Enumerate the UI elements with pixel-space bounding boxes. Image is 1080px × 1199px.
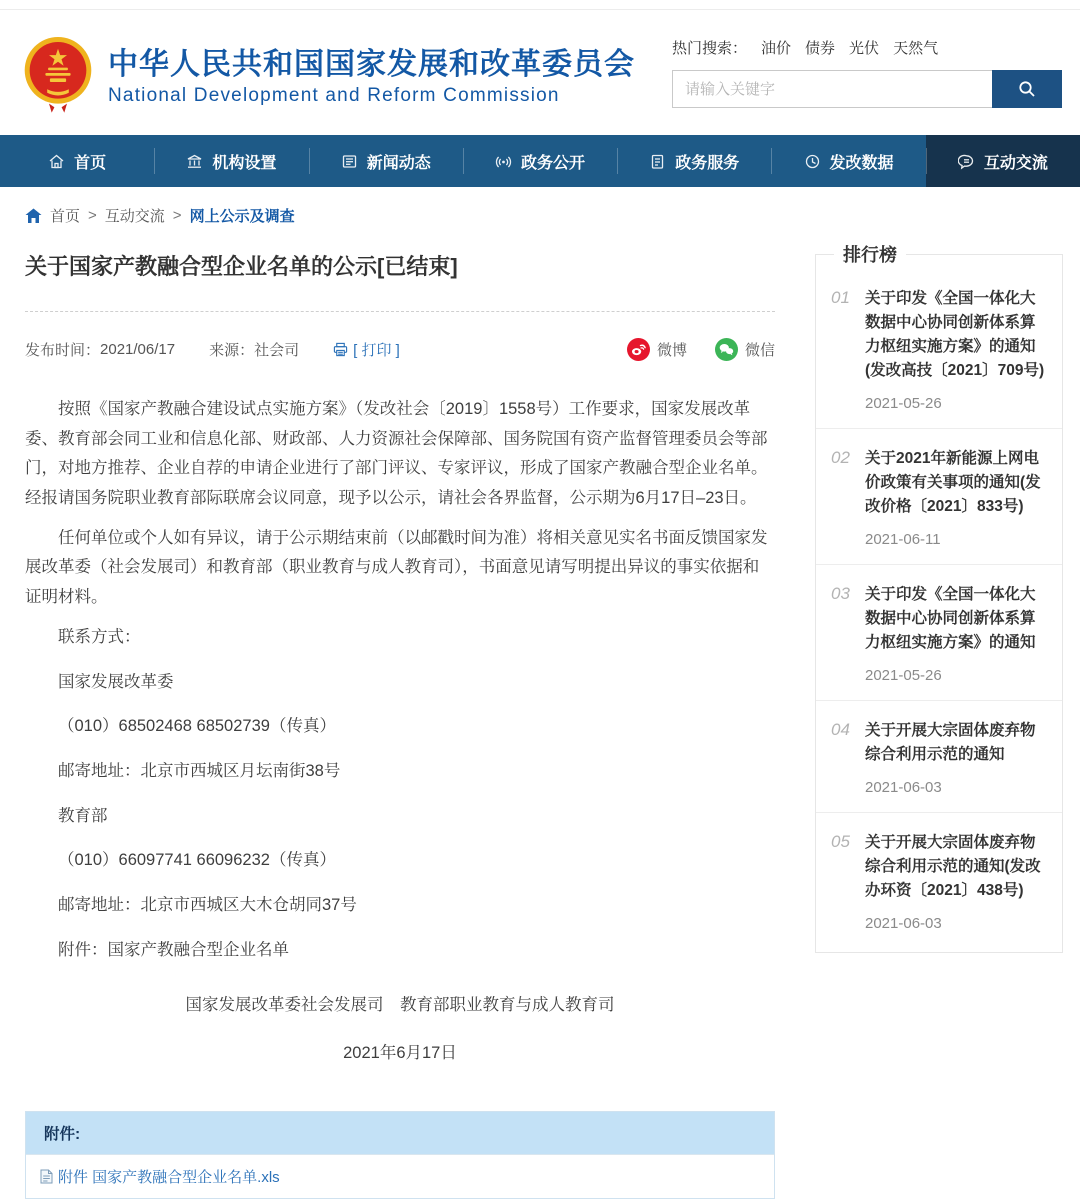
signature-line: 国家发展改革委社会发展司 教育部职业教育与成人教育司 [185, 996, 615, 1015]
contact-line: 教育部 [58, 806, 108, 825]
nav-item-news[interactable] [309, 135, 463, 187]
breadcrumb-separator: > [172, 207, 182, 224]
site-title-zh: 中华人民共和国国家发展和改革委员会 [108, 47, 635, 81]
hot-search-label: 热门搜索： [672, 40, 748, 57]
breadcrumb-separator: > [88, 207, 97, 224]
article-title: 关于国家产教融合型企业名单的公示[已结束] [25, 254, 458, 279]
contact-line: 邮寄地址：北京市西城区月坛南街38号 [58, 761, 341, 780]
ranking-list-item[interactable] [816, 701, 1062, 813]
article-body [25, 395, 775, 1069]
signature-date: 2021年6月17日 [343, 1044, 457, 1062]
ranking-item-title[interactable]: 关于开展大宗固体废弃物综合利用示范的通知(发改办环资〔2021〕438号) [865, 834, 1041, 900]
broadcast-icon [495, 153, 512, 170]
nav-label: 新闻动态 [366, 154, 431, 172]
home-icon [48, 153, 65, 170]
nav-item-gov-services[interactable] [617, 135, 771, 187]
wechat-icon [715, 338, 738, 361]
site-logo[interactable] [22, 33, 635, 113]
ranking-item-title[interactable]: 关于印发《全国一体化大数据中心协同创新体系算力枢纽实施方案》的通知(发改高技〔2021〕709号) [865, 290, 1045, 380]
publish-time: 发布时间： 2021/06/17 [25, 341, 176, 359]
breadcrumb [0, 187, 1080, 236]
attachment-box [25, 1111, 775, 1199]
rank-number: 04 [831, 720, 850, 740]
main-nav [0, 135, 1080, 187]
site-title-en: National Development and Reform Commission [108, 84, 560, 106]
search-input[interactable] [672, 70, 992, 108]
hot-search-term[interactable]: 债券 [805, 40, 836, 57]
ranking-title: 排行榜 [834, 241, 906, 267]
ranking-item-title[interactable]: 关于开展大宗固体废弃物综合利用示范的通知 [865, 722, 1036, 764]
article-paragraph: 任何单位或个人如有异议，请于公示期结束前（以邮戳时间为准）将相关意见实名书面反馈国家发展改革委（社会发展司）和教育部（职业教育与成人教育司），书面意见请写明提出异议的事实依据和证明材料。 [25, 528, 768, 607]
chat-icon [958, 153, 975, 170]
nav-label: 政务公开 [520, 154, 585, 172]
title-divider [25, 311, 775, 312]
institution-icon [186, 153, 203, 170]
home-icon[interactable] [25, 208, 42, 224]
breadcrumb-home[interactable]: 首页 [50, 208, 81, 225]
page-top-divider [0, 0, 1080, 10]
share-weibo-button[interactable] [627, 338, 687, 361]
ranking-list [816, 269, 1062, 948]
clock-icon [804, 153, 821, 170]
ranking-item-title[interactable]: 关于2021年新能源上网电价政策有关事项的通知(发改价格〔2021〕833号) [865, 450, 1041, 516]
hot-search-bar [672, 37, 1062, 58]
ranking-item-date: 2021-06-11 [865, 531, 941, 549]
ranking-item-title[interactable]: 关于印发《全国一体化大数据中心协同创新体系算力枢纽实施方案》的通知 [865, 586, 1036, 652]
contact-line: 联系方式： [58, 627, 141, 646]
ranking-list-item[interactable] [816, 429, 1062, 565]
article-main [25, 236, 775, 1199]
nav-label: 首页 [74, 154, 107, 172]
search-icon [1018, 80, 1036, 98]
contact-line: 国家发展改革委 [58, 672, 174, 691]
nav-label: 发改数据 [829, 154, 894, 172]
ranking-item-date: 2021-06-03 [865, 915, 942, 933]
ranking-list-item[interactable] [816, 813, 1062, 948]
ranking-list-item[interactable] [816, 565, 1062, 701]
document-icon [649, 153, 666, 170]
attachment-file-link[interactable]: 附件 国家产教融合型企业名单.xls [40, 1166, 280, 1187]
weibo-icon [627, 338, 650, 361]
nav-item-ndrc-data[interactable] [771, 135, 925, 187]
article-paragraph: 按照《国家产教融合建设试点实施方案》（发改社会〔2019〕1558号）工作要求，国家发展改革委、教育部会同工业和信息化部、财政部、人力资源社会保障部、国务院国有资产监督管理委员会等部门，对地方推荐、企业自荐的申请企业进行了部门评议、专家评议，形成了国家产教融合型企业名单。经报请国务院职业教育部际联席会议同意，现予以公示，请社会各界监督，公示期为6月17日–23日。 [25, 400, 768, 508]
news-icon [341, 153, 358, 170]
rank-number: 05 [831, 832, 850, 852]
contact-line: （010）66097741 66096232（传真） [58, 851, 336, 870]
article-source: 来源： 社会司 [209, 342, 300, 359]
hot-search-term[interactable]: 油价 [761, 40, 792, 57]
share-weibo-label: 微博 [656, 342, 687, 359]
site-header [0, 10, 1080, 135]
nav-item-gov-disclosure[interactable] [463, 135, 617, 187]
share-wechat-button[interactable] [715, 338, 775, 361]
attachment-row [26, 1154, 774, 1198]
nav-item-organization[interactable] [154, 135, 308, 187]
nav-label: 机构设置 [212, 154, 277, 172]
ranking-item-date: 2021-05-26 [865, 667, 942, 685]
contact-info [25, 623, 775, 966]
nav-label: 政务服务 [675, 154, 740, 172]
rank-number: 03 [831, 584, 850, 604]
breadcrumb-current: 网上公示及调查 [189, 208, 295, 225]
nav-item-interaction[interactable] [926, 135, 1080, 187]
printer-icon [333, 342, 348, 357]
nav-item-home[interactable] [0, 135, 154, 187]
search-button[interactable] [992, 70, 1062, 108]
rank-number: 01 [831, 288, 850, 307]
ranking-item-date: 2021-05-26 [865, 395, 942, 413]
breadcrumb-interaction[interactable]: 互动交流 [104, 208, 165, 225]
rank-number: 02 [831, 448, 850, 468]
ranking-item-date: 2021-06-03 [865, 779, 942, 797]
contact-line: （010）68502468 68502739（传真） [58, 717, 336, 736]
file-icon [40, 1169, 53, 1184]
contact-line: 附件：国家产教融合型企业名单 [58, 940, 289, 959]
article-meta [25, 338, 775, 361]
hot-search-term[interactable]: 光伏 [849, 40, 880, 57]
ranking-list-item[interactable] [816, 269, 1062, 429]
national-emblem-icon [22, 33, 94, 113]
attachment-header: 附件: [26, 1112, 774, 1154]
nav-label: 互动交流 [983, 154, 1048, 172]
ranking-sidebar [815, 245, 1063, 953]
print-button[interactable]: [ 打印 ] [333, 339, 400, 360]
contact-line: 邮寄地址：北京市西城区大木仓胡同37号 [58, 895, 357, 914]
share-wechat-label: 微信 [744, 342, 775, 359]
hot-search-term[interactable]: 天然气 [893, 40, 939, 57]
